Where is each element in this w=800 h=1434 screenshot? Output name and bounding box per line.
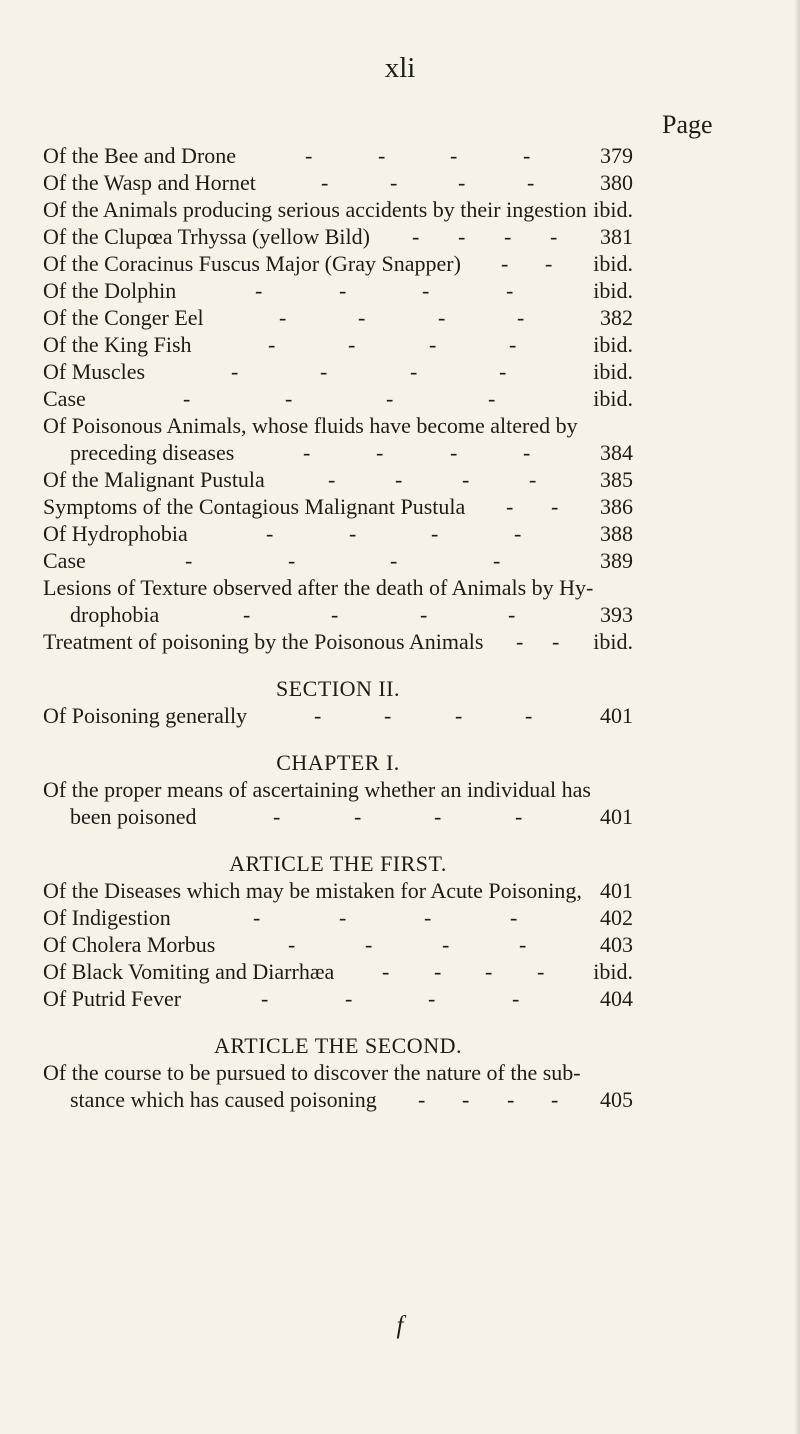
entry-title: Treatment of poisoning by the Poisonous Animals [43,629,484,654]
entry-page-number: 379 [600,143,633,168]
toc-entry [43,776,633,830]
toc-entry [43,142,633,169]
leader-dash: - [550,224,558,249]
entry-title-line1: Of the proper means of ascertaining whether an individual has [43,777,591,802]
leader-dash: - [390,548,398,573]
leader-dash: - [485,959,493,984]
leader-dash: - [255,278,263,303]
leader-dash: - [266,521,274,546]
leader-dash: - [261,986,269,1011]
leader-dash: - [273,804,281,829]
leader-dash: - [424,905,432,930]
leader-dash: - [519,932,527,957]
entry-title: Of the Malignant Pustula [43,467,265,492]
leader-dash: - [320,359,328,384]
entry-title: Of Putrid Fever [43,986,182,1011]
leader-dash: - [185,548,193,573]
leader-dash: - [506,494,514,519]
leader-dash: - [268,332,276,357]
leader-dash: - [429,332,437,357]
toc-entry [43,466,633,493]
leader-dash: - [395,467,403,492]
leader-dash: - [243,602,251,627]
toc-entry [43,196,633,223]
leader-dash: - [420,602,428,627]
leader-dash: - [412,224,420,249]
leader-dash: - [508,602,516,627]
entry-title: Of the Wasp and Hornet [43,170,256,195]
entry-title-line2: been poisoned [70,804,197,829]
toc-entry [43,1059,633,1113]
leader-dash: - [516,629,524,654]
leader-dash: - [348,332,356,357]
entry-page-number: ibid. [593,386,633,411]
entry-page-number: ibid. [593,629,633,654]
toc-entry [43,250,633,277]
entry-page-number: 393 [600,602,633,627]
table-of-contents [43,142,633,1113]
toc-entry [43,877,633,904]
page-edge [794,0,800,1434]
leader-dash: - [458,224,466,249]
leader-dash: - [418,1087,426,1112]
toc-entry [43,574,633,628]
entry-title: Of Hydrophobia [43,521,188,546]
leader-dash: - [410,359,418,384]
leader-dash: - [434,804,442,829]
leader-dash: - [384,703,392,728]
entry-page-number: 380 [600,170,633,195]
leader-dash: - [512,986,520,1011]
toc-entry [43,520,633,547]
leader-dash: - [339,278,347,303]
leader-dash: - [493,548,501,573]
leader-dash: - [514,521,522,546]
leader-dash: - [499,359,507,384]
leader-dash: - [428,986,436,1011]
leader-dash: - [434,959,442,984]
leader-dash: - [551,1087,559,1112]
leader-dash: - [442,932,450,957]
entry-page-number: 405 [600,1087,633,1112]
chapter-heading: CHAPTER I. [276,750,400,775]
entry-page-number: ibid. [593,251,633,276]
entry-page-number: ibid. [593,278,633,303]
leader-dash: - [450,143,458,168]
leader-dash: - [331,602,339,627]
leader-dash: - [345,986,353,1011]
entry-title-line2: drophobia [70,602,160,627]
toc-entry [43,493,633,520]
leader-dash: - [488,386,496,411]
entry-page-number: 388 [600,521,633,546]
leader-dash: - [339,905,347,930]
entry-page-number: 389 [600,548,633,573]
leader-dash: - [450,440,458,465]
leader-dash: - [529,467,537,492]
leader-dash: - [504,224,512,249]
leader-dash: - [515,804,523,829]
leader-dash: - [288,548,296,573]
leader-dash: - [525,703,533,728]
leader-dash: - [509,332,517,357]
leader-dash: - [253,905,261,930]
entry-title-line1: Lesions of Texture observed after the death of Animals by Hy- [43,575,594,600]
leader-dash: - [314,703,322,728]
entry-page-number: ibid. [593,359,633,384]
entry-page-number: ibid. [593,332,633,357]
entry-title: Of Cholera Morbus [43,932,216,957]
entry-title: Of the Diseases which may be mistaken for Acute Poisoning, [43,878,582,903]
entry-page-number: 384 [600,440,633,465]
entry-page-number: ibid. [593,959,633,984]
entry-title: Of Indigestion [43,905,171,930]
leader-dash: - [303,440,311,465]
toc-entry [43,547,633,574]
entry-page-number: 402 [600,905,633,930]
entry-page-number: 404 [600,986,633,1011]
toc-entry [43,931,633,958]
toc-entry [43,628,633,655]
leader-dash: - [458,170,466,195]
leader-dash: - [382,959,390,984]
toc-entry [43,223,633,250]
leader-dash: - [517,305,525,330]
leader-dash: - [231,359,239,384]
leader-dash: - [552,629,560,654]
entry-page-number: 401 [600,703,633,728]
toc-entry [43,304,633,331]
leader-dash: - [321,170,329,195]
leader-dash: - [431,521,439,546]
leader-dash: - [354,804,362,829]
entry-title: Of the Conger Eel [43,305,204,330]
leader-dash: - [378,143,386,168]
entry-page-number: 385 [600,467,633,492]
toc-entry [43,412,633,466]
leader-dash: - [376,440,384,465]
toc-entry [43,904,633,931]
leader-dash: - [501,251,509,276]
leader-dash: - [507,1087,515,1112]
entry-page-number: 401 [600,878,633,903]
entry-title: Of the Dolphin [43,278,177,303]
article-first-heading: ARTICLE THE FIRST. [229,851,447,876]
entry-title: Of Black Vomiting and Diarrhæa [43,959,335,984]
toc-entry [43,358,633,385]
toc-entry [43,985,633,1012]
toc-entry [43,385,633,412]
entry-page-number: 386 [600,494,633,519]
leader-dash: - [438,305,446,330]
leader-dash: - [537,959,545,984]
leader-dash: - [390,170,398,195]
toc-entry [43,958,633,985]
leader-dash: - [455,703,463,728]
entry-page-number: 381 [600,224,633,249]
leader-dash: - [305,143,313,168]
entry-title: Of Muscles [43,359,146,384]
entry-page-number: 382 [600,305,633,330]
entry-page-number: 403 [600,932,633,957]
leader-dash: - [523,143,531,168]
entry-title: Symptoms of the Contagious Malignant Pustula [43,494,466,519]
leader-dash: - [279,305,287,330]
signature-mark: f [396,1312,404,1339]
leader-dash: - [358,305,366,330]
page-number: xli [384,52,416,84]
entry-title: Of Poisoning generally [43,703,248,728]
entry-title: Of the Animals producing serious accidents by their ingestion [43,197,587,222]
toc-entry [43,702,633,729]
entry-title-line2: stance which has caused poisoning [70,1087,377,1112]
toc-entry [43,169,633,196]
toc-entry [43,277,633,304]
entry-title: Of the King Fish [43,332,192,357]
entry-page-number: ibid. [593,197,633,222]
section-heading: SECTION II. [275,676,401,701]
entry-title-line1: Of the course to be pursued to discover the nature of the sub- [43,1060,581,1085]
leader-dash: - [527,170,535,195]
toc-entry [43,331,633,358]
leader-dash: - [365,932,373,957]
entry-title-line2: preceding diseases [70,440,235,465]
entry-title: Case [43,548,86,573]
leader-dash: - [523,440,531,465]
leader-dash: - [285,386,293,411]
entry-title: Case [43,386,86,411]
entry-title: Of the Coracinus Fuscus Major (Gray Snapper) [43,251,461,276]
entry-page-number: 401 [600,804,633,829]
leader-dash: - [545,251,553,276]
leader-dash: - [328,467,336,492]
leader-dash: - [506,278,514,303]
leader-dash: - [551,494,559,519]
article-second-heading: ARTICLE THE SECOND. [214,1033,462,1058]
leader-dash: - [422,278,430,303]
entry-title-line1: Of Poisonous Animals, whose fluids have become altered by [43,413,578,438]
leader-dash: - [462,1087,470,1112]
leader-dash: - [288,932,296,957]
entry-title: Of the Bee and Drone [43,143,237,168]
leader-dash: - [462,467,470,492]
leader-dash: - [349,521,357,546]
leader-dash: - [183,386,191,411]
entry-title: Of the Clupœa Trhyssa (yellow Bild) [43,224,370,249]
leader-dash: - [386,386,394,411]
leader-dash: - [510,905,518,930]
page-column-label: Page [662,110,713,139]
